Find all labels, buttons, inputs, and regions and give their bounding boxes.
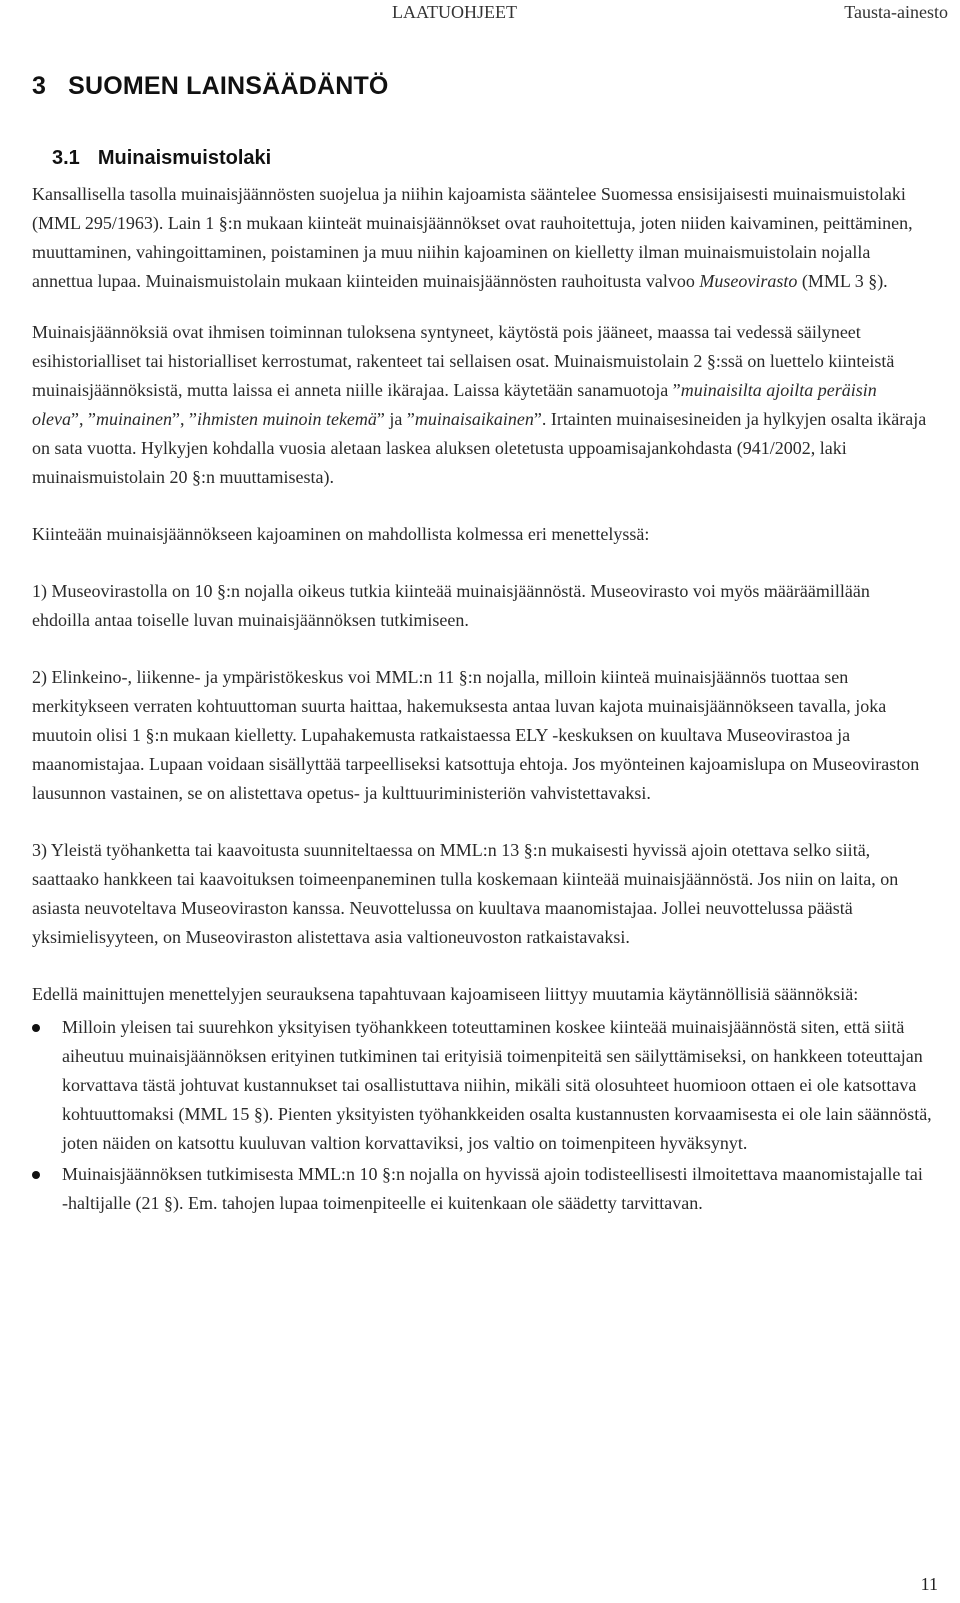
sep-3: ” ja ”	[376, 409, 415, 429]
bullet-icon	[32, 1024, 40, 1032]
paragraph-definition-end: ”. Irtainten muinaisesineiden ja hylkyjen osalta ikäraja on sata vuotta. Hylkyjen kohdalla vuosia aletaan laskea aluksen oletetusta uppoamisajankohdasta (941/2002, laki muinaismuistolain 20 §:n muuttamisesta).	[32, 409, 927, 487]
section-title: Muinaismuistolaki	[97, 147, 272, 169]
chapter-title: SUOMEN LAINSÄÄDÄNTÖ	[68, 72, 389, 100]
page-header	[0, 0, 960, 30]
paragraph-procedure-2: 2) Elinkeino-, liikenne- ja ympäristökeskus voi MML:n 11 §:n nojalla, milloin kiinteä muinaisjäännös tuottaa sen merkitykseen verraten kohtuuttoman suurta haittaa, hakemuksesta antaa luvan kajota muinaisjäännökseen tavalla, joka muutoin olisi 1 §:n mukaan kielletty. Lupahakemusta ratkaistaessa ELY -keskuksen on kuultava Museovirastoa ja maanomistajaa. Lupaan voidaan sisällyttää tarpeelliseksi katsottuja ehtoja. Jos myönteinen kajoamislupa on Museoviraston lausunnon vastainen, se on alistettava opetus- ja kulttuuriministeriön vahvistettavaksi.	[32, 667, 920, 803]
paragraph-intro	[32, 180, 932, 296]
section-heading	[52, 147, 932, 170]
paragraph-definition	[32, 318, 932, 492]
list-item	[32, 1160, 932, 1218]
paragraph-definition-text: Muinaisjäännöksiä ovat ihmisen toiminnan tuloksena syntyneet, käytöstä pois jääneet, maassa tai vedessä säilyneet esihistorialliset tai historialliset kerrostumat, rakenteet tai sellaisen osat. Muinaismuistolain 2 §:ssä on luettelo kiinteistä muinaisjäännöksistä, mutta laissa ei anneta niille ikärajaa. Laissa käytetään sanamuotoja ”	[32, 322, 895, 400]
term-2: muinainen	[95, 409, 172, 429]
section-number: 3.1	[52, 147, 80, 169]
bullet-icon	[32, 1171, 40, 1179]
header-left: LAATUOHJEET	[392, 2, 517, 22]
sep-1: ”, ”	[70, 409, 96, 429]
chapter-heading	[32, 72, 932, 101]
header-right: Tausta-ainesto	[844, 2, 948, 22]
page-content	[32, 72, 932, 1218]
paragraph-procedure-3: 3) Yleistä työhanketta tai kaavoitusta suunniteltaessa on MML:n 13 §:n mukaisesti hyvissä ajoin otettava selko siitä, saattaako hankkeen tai kaavoituksen toimeenpaneminen tulla koskemaan kiinteää muinaisjäännöstä. Jos niin on laita, on asiasta neuvoteltava Museoviraston kanssa. Neuvottelussa on kuultava maanomistajaa. Jollei neuvottelussa päästä yksimielisyyteen, on Museoviraston alistettava asia valtioneuvoston ratkaistavaksi.	[32, 840, 899, 947]
paragraph-intro-text: Kansallisella tasolla muinaisjäännösten suojelua ja niihin kajoamista sääntelee Suomessa ensisijaisesti muinaismuistolaki (MML 295/1963). Lain 1 §:n mukaan kiinteät muinaisjäännökset ovat rauhoitettuja, joten niiden kaivaminen, peittäminen, muuttaminen, vahingoittaminen, poistaminen ja muu niihin kajoaminen on kielletty ilman muinaismuistolain nojalla annettua lupaa. Muinaismuistolain mukaan kiinteiden muinaisjäännösten rauhoitusta valvoo	[32, 184, 913, 291]
list-item	[32, 1013, 932, 1158]
paragraph-intro-italic: Museovirasto	[699, 271, 798, 291]
term-1: muinaisilta ajoilta peräisin oleva	[32, 380, 877, 429]
provisions-list	[32, 1013, 932, 1218]
term-4: muinaisaikainen	[414, 409, 534, 429]
sep-2: ”, ”	[171, 409, 197, 429]
list-item-text: Milloin yleisen tai suurehkon yksityisen työhankkeen toteuttaminen koskee kiinteää muinaisjäännöstä siten, että siitä aiheutuu muinaisjäännöksen erityinen tutkiminen tai erityisiä toimenpiteitä sen säilyttämiseksi, on hankkeen toteuttajan korvattava tästä johtuvat kustannukset tai osallistuttava niihin, mikäli sitä olosuhteet huomioon ottaen ei ole katsottava kohtuuttomaksi (MML 15 §). Pienten yksityisten työhankkeiden osalta kustannusten korvaamisesta ei ole lain säännöstä, joten näiden on katsottu kuuluvan valtion korvattaviksi, jos valtio on toimenpiteen hyväksynyt.	[62, 1017, 932, 1153]
paragraph-procedure-1: 1) Museovirastolla on 10 §:n nojalla oikeus tutkia kiinteää muinaisjäännöstä. Museovirasto voi myös määräämillään ehdoilla antaa toiselle luvan muinaisjäännöksen tutkimiseen.	[32, 581, 870, 630]
paragraph-provisions-intro: Edellä mainittujen menettelyjen seurauksena tapahtuvaan kajoamiseen liittyy muutamia käytännöllisiä säännöksiä:	[32, 984, 859, 1004]
list-item-text: Muinaisjäännöksen tutkimisesta MML:n 10 §:n nojalla on hyvissä ajoin todisteellisesti ilmoitettava maanomistajalle tai -haltijalle (21 §). Em. tahojen lupaa toimenpiteelle ei kuitenkaan ole säädetty tarvittavan.	[62, 1164, 923, 1213]
term-3: ihmisten muinoin tekemä	[196, 409, 377, 429]
page-number: 11	[920, 1574, 938, 1594]
chapter-number: 3	[32, 72, 47, 100]
paragraph-intro-end: (MML 3 §).	[797, 271, 888, 291]
paragraph-procedures-intro: Kiinteään muinaisjäännökseen kajoaminen on mahdollista kolmessa eri menettelyssä:	[32, 524, 650, 544]
